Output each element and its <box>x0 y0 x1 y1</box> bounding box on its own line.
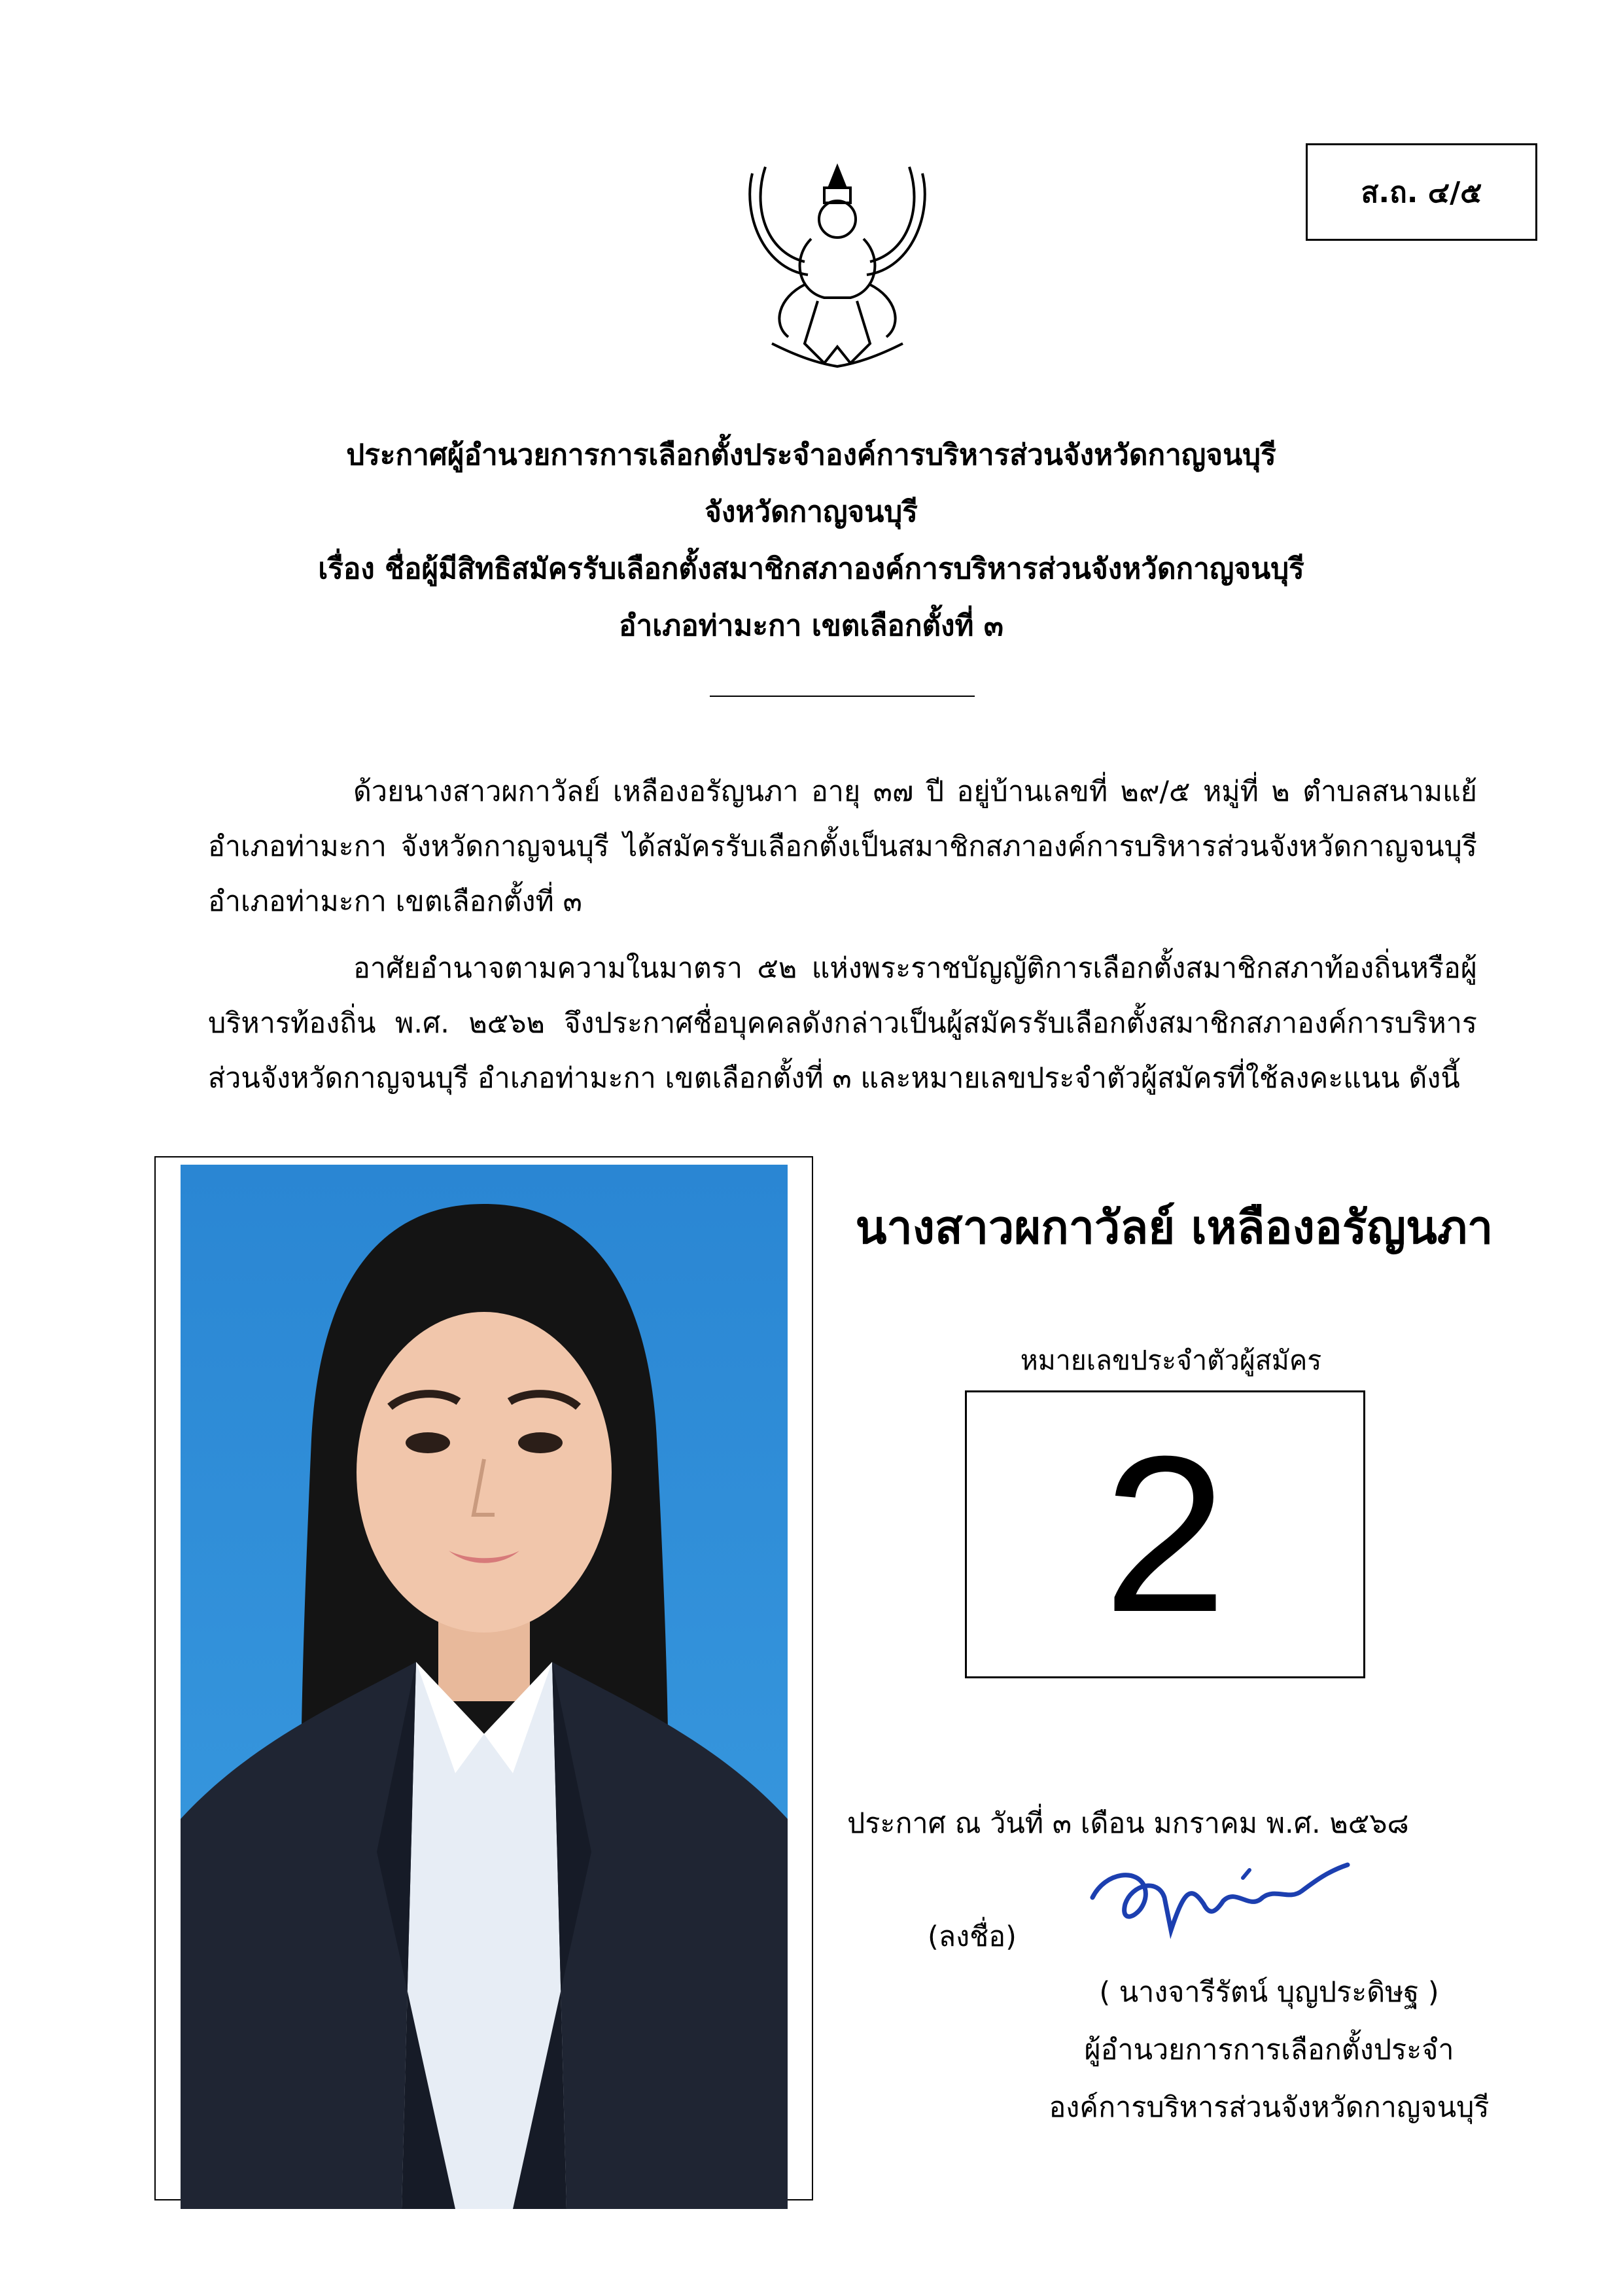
heading-line-4: อำเภอท่ามะกา เขตเลือกตั้งที่ ๓ <box>619 609 1003 643</box>
signature-label: (ลงชื่อ) <box>928 1920 1017 1953</box>
announcement-date: ประกาศ ณ วันที่ ๓ เดือน มกราคม พ.ศ. ๒๕๖๘ <box>847 1807 1409 1840</box>
candidate-photo <box>181 1165 788 2209</box>
candidate-number-box <box>965 1390 1365 1678</box>
signer-position-line-1: ผู้อำนวยการการเลือกตั้งประจำ <box>1084 2034 1454 2066</box>
heading-divider <box>710 696 975 697</box>
paragraph-2-text: อาศัยอำนาจตามความในมาตรา ๕๒ แห่งพระราชบัญญัติการเลือกตั้งสมาชิกสภาท้องถิ่นหรือผู้บริหารท้องถิ่น พ.ศ. ๒๕๖๒ จึงประกาศชื่อบุคคลดังกล่าวเป็นผู้สมัครรับเลือกตั้งสมาชิกสภาองค์การบริหารส่วนจังหวัดกาญจนบุรี อำเภอท่ามะกา เขตเลือกตั้งที่ ๓ และหมายเลขประจำตัวผู้สมัครที่ใช้ลงคะแนน ดังนี้ <box>208 952 1477 1095</box>
signer-position-line-2: องค์การบริหารส่วนจังหวัดกาญจนบุรี <box>1049 2091 1490 2124</box>
candidate-number: 2 <box>1103 1410 1227 1659</box>
paragraph-2 <box>208 941 1477 1106</box>
candidate-name: นางสาวผกาวัลย์ เหลืองอรัญนภา <box>855 1201 1493 1254</box>
garuda-emblem <box>726 147 949 380</box>
form-code: ส.ถ. ๔/๕ <box>1306 143 1537 241</box>
signer-name: ( นางจารีรัตน์ บุญประดิษฐ ) <box>1099 1976 1439 2009</box>
heading-line-3: เรื่อง ชื่อผู้มีสิทธิสมัครรับเลือกตั้งสมาชิกสภาองค์การบริหารส่วนจังหวัดกาญจนบุรี <box>318 552 1304 586</box>
heading-line-2: จังหวัดกาญจนบุรี <box>705 495 918 529</box>
body-text <box>208 764 1477 1106</box>
paragraph-1 <box>208 764 1477 929</box>
handwritten-signature <box>1079 1852 1367 1950</box>
candidate-number-label: หมายเลขประจำตัวผู้สมัคร <box>1020 1345 1322 1376</box>
heading-line-1: ประกาศผู้อำนวยการการเลือกตั้งประจำองค์การบริหารส่วนจังหวัดกาญจนบุรี <box>346 438 1276 472</box>
paragraph-1-text: ด้วยนางสาวผกาวัลย์ เหลืองอรัญนภา อายุ ๓๗ ปี อยู่บ้านเลขที่ ๒๙/๕ หมู่ที่ ๒ ตำบลสนามแย้ อำเภอท่ามะกา จังหวัดกาญจนบุรี ได้สมัครรับเลือกตั้งเป็นสมาชิกสภาองค์การบริหารส่วนจังหวัดกาญจนบุรี อำเภอท่ามะกา เขตเลือกตั้งที่ ๓ <box>208 775 1477 918</box>
